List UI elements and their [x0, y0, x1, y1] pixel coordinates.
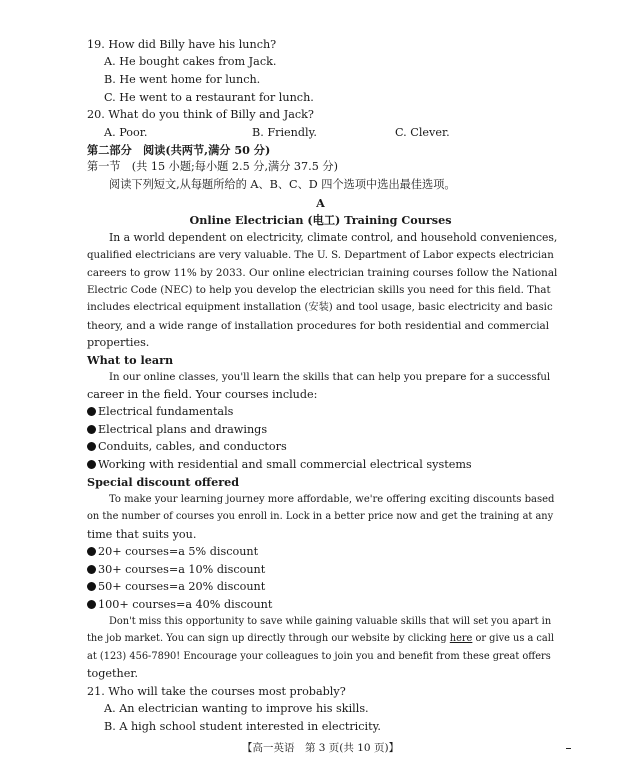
intro-line-7: properties. [87, 336, 150, 349]
discount-item: 50+ courses=a 20% discount [87, 580, 265, 594]
bullet-icon [87, 442, 96, 451]
discount-item: 20+ courses=a 5% discount [87, 545, 258, 559]
intro-line-2: qualified electricians are very valuable. The U. S. Department of Labor expects electrician [87, 250, 554, 261]
learn-item: Conduits, cables, and conductors [87, 440, 287, 454]
learn-item: Working with residential and small commercial electrical systems [87, 458, 472, 472]
passage-title: Online Electrician (电工) Training Courses [189, 213, 452, 227]
discount-line-1: To make your learning journey more affordable, we're offering exciting discounts based [109, 494, 555, 505]
question-21: 21. Who will take the courses most probably? [87, 685, 346, 698]
signup-link[interactable]: here [449, 633, 473, 644]
learn-item: Electrical plans and drawings [87, 423, 267, 437]
page-footer: 【高一英语 第 3 页(共 10 页)】 [241, 742, 400, 754]
learn-line-2: career in the field. Your courses include: [87, 388, 318, 401]
q21-option-b: B. A high school student interested in electricity. [104, 720, 381, 733]
q19-option-c: C. He went to a restaurant for lunch. [104, 91, 314, 104]
intro-line-6: theory, and a wide range of installation procedures for both residential and commercial [87, 320, 550, 332]
q19-option-a: A. He bought cakes from Jack. [104, 55, 277, 68]
bullet-icon [87, 600, 96, 609]
scan-mark [566, 748, 571, 749]
discount-line-3: time that suits you. [87, 528, 197, 541]
discount-line-2: on the number of courses you enroll in. Lock in a better price now and get the training at any [87, 511, 554, 522]
intro-line-5: includes electrical equipment installation (安装) and tool usage, basic electricity and basic [87, 302, 553, 313]
bullet-icon [87, 425, 96, 434]
intro-line-4: Electric Code (NEC) to help you develop the electrician skills you need for this field. That [87, 285, 551, 296]
discount-item: 100+ courses=a 40% discount [87, 598, 272, 612]
question-20: 20. What do you think of Billy and Jack? [87, 108, 314, 121]
bullet-icon [87, 547, 96, 556]
discount-heading: Special discount offered [87, 475, 240, 489]
bullet-icon [87, 460, 96, 469]
q20-option-c: C. Clever. [395, 126, 450, 139]
closing-line-2: the job market. You can sign up directly through our website by clicking here or give us a call [87, 633, 555, 644]
learn-heading: What to learn [87, 353, 174, 367]
bullet-icon [87, 582, 96, 591]
discount-item: 30+ courses=a 10% discount [87, 563, 265, 577]
q21-option-a: A. An electrician wanting to improve his skills. [104, 702, 369, 715]
q19-option-b: B. He went home for lunch. [104, 73, 261, 86]
instruction: 阅读下列短文,从每题所给的 A、B、C、D 四个选项中选出最佳选项。 [109, 178, 456, 191]
bullet-icon [87, 565, 96, 574]
bullet-icon [87, 407, 96, 416]
section-heading: 第二部分 阅读(共两节,满分 50 分) [87, 143, 271, 157]
q20-options [104, 126, 450, 140]
closing-line-4: together. [87, 667, 139, 680]
q20-option-a: A. Poor. [104, 126, 148, 139]
question-19: 19. How did Billy have his lunch? [87, 38, 277, 51]
intro-line-1: In a world dependent on electricity, climate control, and household conveniences, [109, 231, 558, 244]
closing-line-1: Don't miss this opportunity to save while gaining valuable skills that will set you apart in [109, 616, 552, 627]
q20-option-b: B. Friendly. [252, 126, 317, 139]
part-heading: 第一节 (共 15 小题;每小题 2.5 分,满分 37.5 分) [87, 160, 338, 173]
learn-item: Electrical fundamentals [87, 405, 233, 419]
closing-line-3: at (123) 456-7890! Encourage your colleagues to join you and benefit from these great offers [87, 651, 551, 662]
learn-line-1: In our online classes, you'll learn the skills that can help you prepare for a successful [109, 372, 551, 383]
intro-line-3: careers to grow 11% by 2033. Our online electrician training courses follow the National [87, 267, 558, 279]
passage-label: A [316, 196, 325, 210]
